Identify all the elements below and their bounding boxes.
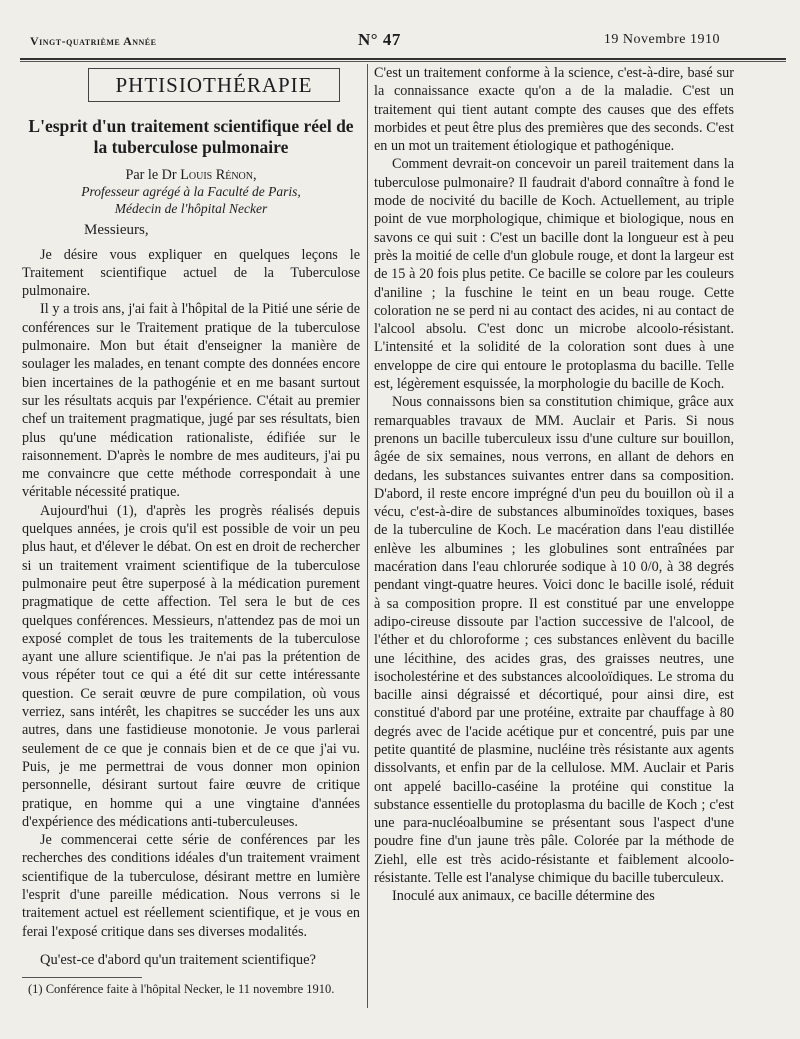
issue-number: N° 47 (358, 30, 401, 49)
article-title: L'esprit d'un traitement scientifique réel de la tuberculose pulmonaire (28, 116, 354, 157)
paragraph: Aujourd'hui (1), d'après les progrès réalisés depuis quelques années, je crois qu'il est possible de voir un peu plus haut, et d'élever le débat. On est en droit de rechercher si un traitement vraiment scientifique de la tuberculose pulmonaire peut être superposé à la médication purement pragmatique de cette affection. Tel sera le but de ces quelques conférences. Messieurs, n'attendez pas de moi un exposé complet de tous les traitements de la tuberculose ayant une allure scientifique. Je n'ai pas la prétention de vous répéter tout ce qui a été dit sur cette intéressante question. Ce serait œuvre de pure compilation, où vous verriez, sans intérêt, les chapitres se succéder les uns aux autres, dans une fastidieuse monotonie. Je vous parlerai seulement de ce que je connais bien et de ce que j'ai vu. Puis, je me permettrai de vous donner mon opinion personnelle, désirant surtout faire œuvre de critique pratique, en homme qui a une vingtaine d'années d'expérience des médications anti-tuberculeuses. (22, 502, 360, 830)
question-line: Qu'est-ce d'abord qu'un traitement scientifique? (40, 951, 316, 968)
right-column (374, 64, 734, 906)
author-name: Louis Rénon, (180, 167, 257, 183)
paragraph: Je commencerai cette série de conférences par les recherches des conditions idéales d'un traitement vraiment scientifique de la tuberculose, désirant mettre en lumière l'esprit d'une pareille médication. Nous verrons si le traitement actuel est réellement scientifique, et je vous en ferai l'exposé critique dans ses diverses modalités. (22, 832, 360, 940)
page-header (30, 30, 720, 54)
paragraph: Je désire vous expliquer en quelques leçons le Traitement scientifique actuel de la Tuberculose pulmonaire. (22, 246, 360, 300)
volume-year: Vingt-quatrième Année (30, 34, 157, 48)
byline-prefix: Par le Dr (125, 167, 181, 183)
byline (22, 166, 360, 184)
paragraph: Inoculé aux animaux, ce bacille détermine des (392, 888, 655, 905)
affiliation-1: Professeur agrégé à la Faculté de Paris, (81, 184, 301, 200)
footnote-rule (22, 977, 142, 978)
paragraph: Nous connaissons bien sa constitution chimique, grâce aux remarquables travaux de MM. Auclair et Paris. Si nous prenons un bacille tuberculeux issu d'une culture sur bouillon, âgée de six semaines, nous verrons, en allant de dehors en dedans, les substances suivantes entrer dans sa composition. D'abord, il reste encore imprégné d'un peu du bouillon où il a vécu, c'est-à-dire de substances albuminoïdes toxiques, bases de la tuberculine de Koch. Le macération dans l'eau distillée enlève les albumines ; les globulines sont entraînées par macération dans l'eau chlorurée sodique à 10 0/0, à 38 degrés pendant vingt-quatre heures. Voici donc le bacille isolé, réduit à sa composition propre. Il est constitué par une enveloppe adipo-cireuse dissoute par l'action successive de l'alcool, de l'éther et du chloroforme ; ces substances enlèvent du bacille une lécithine, des acides gras, des graisses neutres, une isocholestérine et des substances alcooloïdiques. Le stroma du bacille ainsi dégraissé et décortiqué, pour ainsi dire, est constitué d'abord par une protéine, extraite par chauffage à 80 degrés avec de l'acide acétique pur et concentré, puis par une petite quantité de plasmine, nucléine très résistante aux agents dissolvants, et enfin par de la cellulose. MM. Auclair et Paris ont appelé bacillo-caséine la protéine qui constitue la substance essentielle du protoplasma du bacille de Koch ; c'est une para-nucléoalbumine se présentant sous l'aspect d'une poudre fine d'un jaune très pâle. Colorée par la méthode de Ziehl, elle est très acido-résistante et faiblement alcoolo-résistante. Telle est l'analyse chimique du bacille tuberculeux. (374, 394, 734, 887)
left-column (22, 64, 360, 997)
affiliation-2: Médecin de l'hôpital Necker (114, 200, 268, 216)
header-rule (20, 58, 786, 60)
paragraph: C'est un traitement conforme à la science, c'est-à-dire, basé sur la connaissance exacte qu'on a de la maladie. C'est un traitement qui tient autant compte des causes que des effets morbides et peut être plus des premières que des seconds. C'est en un mot un traitement étiologique et pathogénique. (374, 65, 734, 155)
section-title: PHTISIOTHÉRAPIE (88, 68, 340, 102)
column-divider (367, 64, 368, 1008)
paragraph: Il y a trois ans, j'ai fait à l'hôpital de la Pitié une série de conférences sur le Traitement pratique de la tuberculose pulmonaire. Mon but était d'enseigner la manière de soulager les malades, en tenant compte des données encore bien incertaines de la pathogénie et en me basant surtout sur les résultats acquis par l'expérience. C'était au premier chef un traitement pragmatique, jugé par ses résultats, bien plus qu'une médication rationaliste, édifiée sur le raisonnement. D'après le nombre de mes auditeurs, j'ai pu me convaincre que cette méthode correspondait à une véritable nécessité pratique. (22, 301, 360, 501)
salutation: Messieurs, (84, 222, 149, 239)
footnote: (1) Conférence faite à l'hôpital Necker, le 11 novembre 1910. (28, 982, 335, 997)
header-rule-thin (20, 61, 786, 62)
paragraph: Comment devrait-on concevoir un pareil traitement dans la tuberculose pulmonaire? Il faudrait d'abord connaître à fond le mode de nocivité du bacille de Koch. Actuellement, au triple point de vue morphologique, chimique et biologique, nous en savons ce qui suit : C'est un bacille dont la longueur est à peu près la moitié de celle d'un globule rouge, et dont la largeur est de 15 à 20 fois plus petite. Ce bacille se colore par les couleurs d'aniline ; la fuschine le teint en un beau rouge. Cette coloration ne se perd ni au contact des acides, ni au contact de l'alcool absolu. C'est donc un microbe alcoolo-résistant. L'intensité et la solidité de la coloration sont dues à une enveloppe de cire qui entoure le protoplasma du bacille. Telle est, légèrement esquissée, la morphologie du bacille de Koch. (374, 156, 734, 393)
issue-date: 19 Novembre 1910 (603, 32, 720, 47)
